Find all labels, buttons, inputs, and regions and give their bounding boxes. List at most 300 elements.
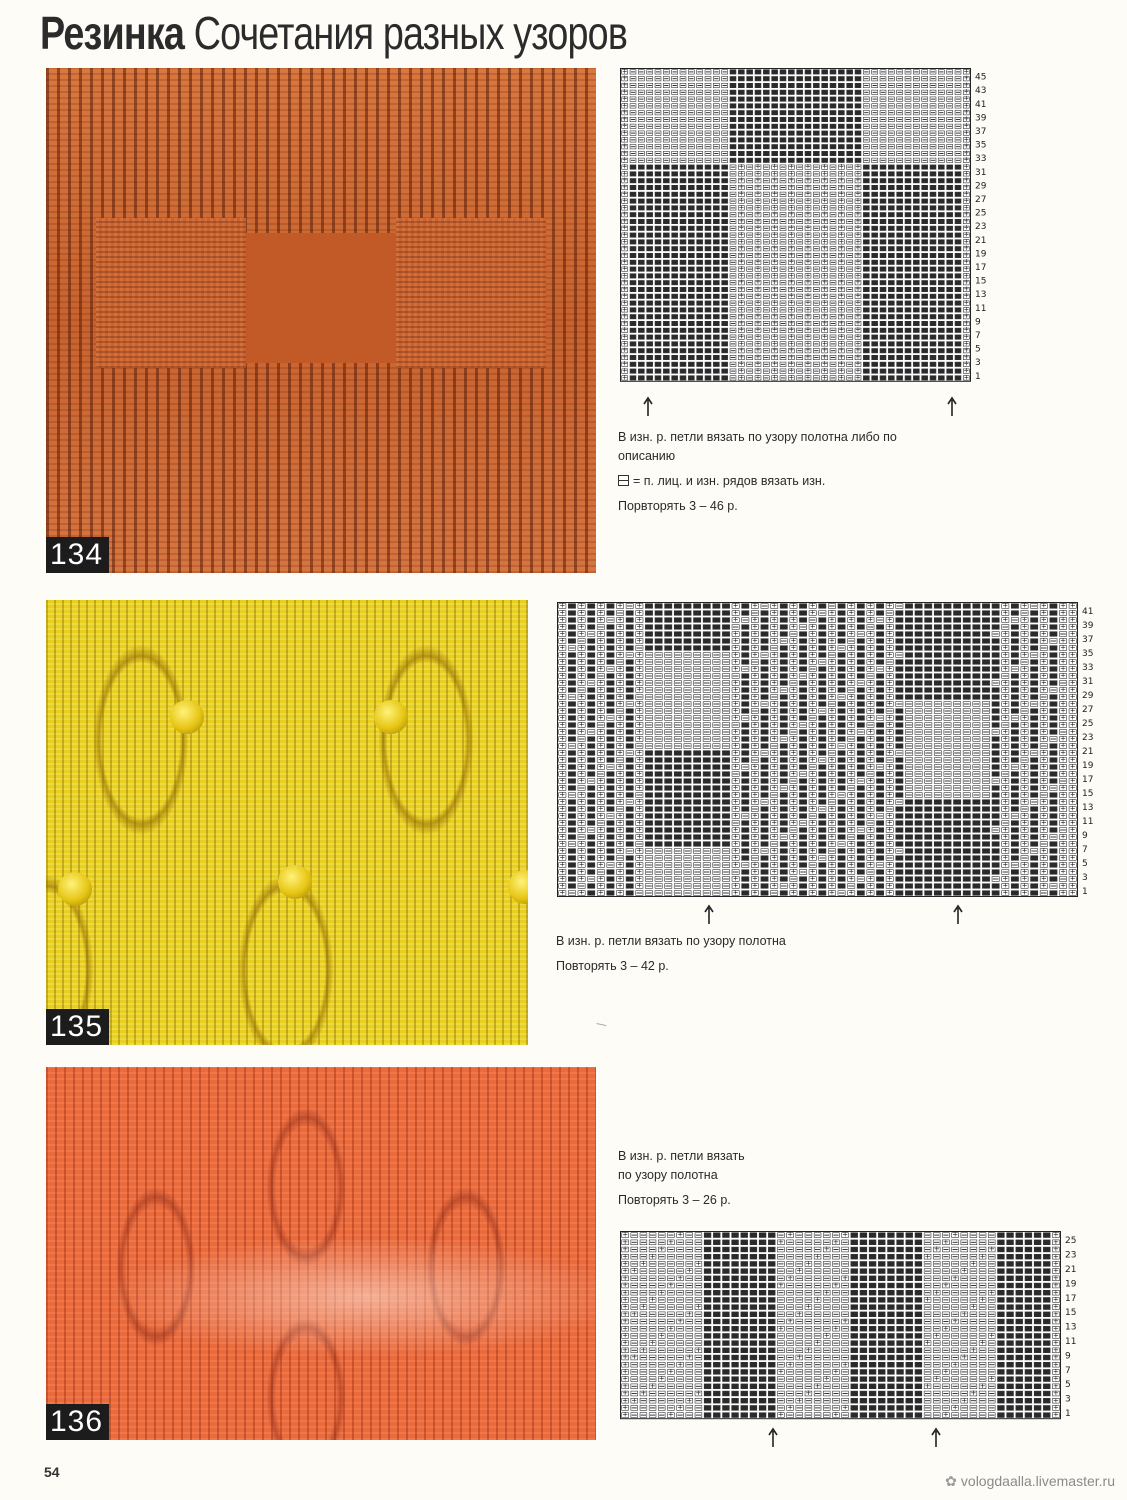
- chart-cell: [992, 639, 999, 644]
- chart-cell: [568, 821, 575, 826]
- chart-cell: [896, 618, 903, 623]
- chart-cell: [568, 779, 575, 784]
- chart-cell: [888, 1269, 895, 1274]
- chart-cell: [857, 716, 864, 721]
- chart-cell: [741, 1247, 748, 1252]
- chart-cell: [930, 308, 936, 312]
- chart-cell: [851, 1276, 858, 1281]
- chart-cell: [780, 891, 787, 896]
- chart-cell: [680, 165, 686, 169]
- chart-cell: [741, 1305, 748, 1310]
- chart-cell: [1011, 660, 1018, 665]
- row-label: 7: [1082, 844, 1088, 855]
- chart-cell: [713, 772, 720, 777]
- chart-cell: [876, 723, 883, 728]
- chart-cell: [713, 253, 719, 257]
- chart-cell: [954, 611, 961, 616]
- chart-cell: [742, 870, 749, 875]
- chart-cell: [665, 632, 672, 637]
- chart-cell: [638, 321, 644, 325]
- chart-cell: [672, 253, 678, 257]
- chart-cell: [888, 294, 894, 298]
- chart-cell: [851, 1334, 858, 1339]
- chart-cell: [722, 765, 729, 770]
- chart-cell: [998, 1290, 1005, 1295]
- chart-cell: [697, 294, 703, 298]
- chart-cell: [876, 870, 883, 875]
- chart-cell: [934, 800, 941, 805]
- chart-cell: [645, 625, 652, 630]
- chart-cell: [568, 667, 575, 672]
- chart-cell: [1050, 709, 1057, 714]
- chart-cell: [954, 667, 961, 672]
- chart-cell: [888, 349, 894, 353]
- chart-cell: [732, 1290, 739, 1295]
- chart-cell: [713, 294, 719, 298]
- chart-cell: [992, 856, 999, 861]
- chart-cell: [819, 653, 826, 658]
- chart-cell: [944, 632, 951, 637]
- chart-cell: [955, 349, 961, 353]
- chart-cell: [568, 688, 575, 693]
- chart-cell: [876, 702, 883, 707]
- chart-cell: [713, 274, 719, 278]
- chart-cell: [665, 604, 672, 609]
- chart-cell: [780, 667, 787, 672]
- row-label: 17: [1082, 774, 1094, 785]
- chart-cell: [768, 1290, 775, 1295]
- chart-cell: [630, 281, 636, 285]
- chart-cell: [944, 800, 951, 805]
- chart-cell: [1007, 1312, 1014, 1317]
- chart-cell: [1031, 681, 1038, 686]
- chart-cell: [922, 226, 928, 230]
- chart-cell: [925, 660, 932, 665]
- chart-cell: [588, 744, 595, 749]
- chart-cell: [973, 800, 980, 805]
- chart-cell: [905, 625, 912, 630]
- chart-cell: [750, 1247, 757, 1252]
- chart-cell: [872, 335, 878, 339]
- chart-cell: [947, 274, 953, 278]
- chart-cell: [857, 611, 864, 616]
- chart-cell: [847, 138, 853, 142]
- chart-cell: [647, 349, 653, 353]
- chart-cell: [947, 165, 953, 169]
- chart-cell: [1025, 1305, 1032, 1310]
- chart-cell: [947, 267, 953, 271]
- garter-block: [246, 233, 396, 363]
- chart-cell: [747, 70, 753, 74]
- chart-cell: [954, 821, 961, 826]
- chart-cell: [626, 814, 633, 819]
- chart-cell: [973, 821, 980, 826]
- chart-cell: [805, 131, 811, 135]
- chart-cell: [705, 294, 711, 298]
- chart-cell: [805, 77, 811, 81]
- chart-cell: [759, 1319, 766, 1324]
- chart-cell: [1043, 1262, 1050, 1267]
- chart-cell: [897, 172, 903, 176]
- chart-cell: [905, 213, 911, 217]
- chart-cell: [915, 863, 922, 868]
- chart-cell: [742, 786, 749, 791]
- chart-cell: [768, 1269, 775, 1274]
- chart-cell: [780, 856, 787, 861]
- chart-cell: [915, 1283, 922, 1288]
- chart-cell: [750, 1262, 757, 1267]
- chart-cell: [750, 1233, 757, 1238]
- chart-cell: [938, 349, 944, 353]
- chart-cell: [805, 138, 811, 142]
- chart-cell: [772, 111, 778, 115]
- chart-cell: [703, 842, 710, 847]
- chart-cell: [973, 667, 980, 672]
- chart-cell: [819, 870, 826, 875]
- chart-cell: [860, 1254, 867, 1259]
- chart-cell: [938, 192, 944, 196]
- chart-cell: [1007, 1247, 1014, 1252]
- chart-cell: [763, 111, 769, 115]
- chart-cell: [780, 138, 786, 142]
- chart-cell: [607, 821, 614, 826]
- chart-cell: [888, 281, 894, 285]
- chart-cell: [922, 165, 928, 169]
- chart-cell: [955, 335, 961, 339]
- chart-cell: [713, 800, 720, 805]
- chart-cell: [588, 765, 595, 770]
- chart-cell: [878, 1312, 885, 1317]
- chart-cell: [838, 660, 845, 665]
- chart-cell: [934, 821, 941, 826]
- chart-cell: [955, 179, 961, 183]
- chart-cell: [722, 172, 728, 176]
- chart-cell: [872, 267, 878, 271]
- chart-cell: [992, 744, 999, 749]
- chart-cell: [838, 70, 844, 74]
- chart-cell: [722, 342, 728, 346]
- chart-cell: [797, 158, 803, 162]
- chart-cell: [819, 779, 826, 784]
- chart-cell: [938, 281, 944, 285]
- chart-cell: [663, 206, 669, 210]
- chart-cell: [998, 1326, 1005, 1331]
- chart-cell: [1050, 723, 1057, 728]
- chart-cell: [626, 856, 633, 861]
- chart-cell: [860, 1298, 867, 1303]
- chart-cell: [630, 240, 636, 244]
- chart-cell: [913, 199, 919, 203]
- chart-cell: [819, 793, 826, 798]
- chart-cell: [813, 77, 819, 81]
- chart-cell: [688, 301, 694, 305]
- chart-cell: [938, 274, 944, 278]
- chart-cell: [780, 730, 787, 735]
- chart-cell: [588, 793, 595, 798]
- chart-cell: [742, 877, 749, 882]
- chart-cell: [655, 772, 662, 777]
- chart-cell: [813, 111, 819, 115]
- chart-cell: [672, 240, 678, 244]
- chart-cell: [674, 611, 681, 616]
- chart-cell: [863, 206, 869, 210]
- chart-cell: [897, 342, 903, 346]
- chart-cell: [913, 301, 919, 305]
- chart-cell: [915, 646, 922, 651]
- chart-cell: [838, 632, 845, 637]
- chart-cell: [722, 625, 729, 630]
- chart-cell: [1031, 660, 1038, 665]
- chart-cell: [897, 1290, 904, 1295]
- garter-block: [396, 218, 546, 368]
- chart-cell: [938, 226, 944, 230]
- chart-cell: [897, 315, 903, 319]
- chart-cell: [1025, 1290, 1032, 1295]
- chart-cell: [742, 891, 749, 896]
- chart-cell: [851, 1262, 858, 1267]
- chart-cell: [705, 342, 711, 346]
- chart-cell: [876, 737, 883, 742]
- chart-cell: [922, 301, 928, 305]
- chart-cell: [982, 800, 989, 805]
- chart-cell: [897, 1254, 904, 1259]
- chart-cell: [672, 192, 678, 196]
- row-label: 7: [975, 330, 981, 341]
- chart-cell: [1031, 842, 1038, 847]
- chart-cell: [704, 1305, 711, 1310]
- chart-cell: [954, 674, 961, 679]
- chart-cell: [568, 786, 575, 791]
- chart-cell: [688, 376, 694, 380]
- chart-cell: [750, 1305, 757, 1310]
- chart-cell: [772, 97, 778, 101]
- chart-cell: [1050, 611, 1057, 616]
- chart-cell: [697, 213, 703, 217]
- chart-cell: [915, 660, 922, 665]
- chart-cell: [1031, 716, 1038, 721]
- chart-cell: [568, 716, 575, 721]
- chart-cell: [680, 287, 686, 291]
- chart-cell: [722, 807, 729, 812]
- chart-cell: [944, 639, 951, 644]
- chart-cell: [684, 814, 691, 819]
- chart-cell: [851, 1240, 858, 1245]
- chart-cell: [588, 625, 595, 630]
- chart-cell: [973, 891, 980, 896]
- chart-cell: [1016, 1269, 1023, 1274]
- chart-cell: [876, 632, 883, 637]
- chart-cell: [906, 1312, 913, 1317]
- chart-cell: [672, 294, 678, 298]
- chart-cell: [626, 709, 633, 714]
- chart-cell: [638, 335, 644, 339]
- chart-cell: [869, 1247, 876, 1252]
- chart-cell: [857, 793, 864, 798]
- chart-cell: [830, 117, 836, 121]
- chart-cell: [768, 1298, 775, 1303]
- chart-cell: [955, 219, 961, 223]
- chart-cell: [872, 240, 878, 244]
- chart-cell: [973, 632, 980, 637]
- bobble: [58, 872, 92, 906]
- chart-cell: [738, 97, 744, 101]
- chart-cell: [838, 145, 844, 149]
- chart-cell: [588, 786, 595, 791]
- chart-cell: [872, 342, 878, 346]
- chart-cell: [876, 604, 883, 609]
- chart-cell: [722, 758, 729, 763]
- chart-cell: [863, 165, 869, 169]
- chart-cell: [905, 165, 911, 169]
- chart-cell: [761, 688, 768, 693]
- chart-cell: [813, 158, 819, 162]
- chart-cell: [1011, 793, 1018, 798]
- chart-cell: [788, 90, 794, 94]
- chart-cell: [647, 362, 653, 366]
- chart-cell: [761, 821, 768, 826]
- chart-cell: [750, 1290, 757, 1295]
- chart-cell: [963, 639, 970, 644]
- chart-cell: [655, 835, 662, 840]
- chart-cell: [647, 355, 653, 359]
- chart-cell: [982, 632, 989, 637]
- chart-cell: [703, 765, 710, 770]
- chart-cell: [722, 376, 728, 380]
- chart-cell: [915, 1247, 922, 1252]
- chart-cell: [630, 192, 636, 196]
- chart-cell: [626, 688, 633, 693]
- chart-cell: [672, 287, 678, 291]
- chart-cell: [638, 185, 644, 189]
- chart-cell: [680, 247, 686, 251]
- chart-cell: [982, 639, 989, 644]
- chart-cell: [674, 821, 681, 826]
- chart-cell: [607, 793, 614, 798]
- chart-cell: [655, 342, 661, 346]
- chart-cell: [888, 321, 894, 325]
- chart-cell: [860, 1262, 867, 1267]
- chart-cell: [982, 856, 989, 861]
- chart-cell: [780, 618, 787, 623]
- chart-cell: [819, 877, 826, 882]
- chart-cell: [857, 646, 864, 651]
- chart-cell: [568, 604, 575, 609]
- chart-cell: [665, 611, 672, 616]
- chart-cell: [954, 660, 961, 665]
- repeat-arrow-icon: [946, 396, 958, 416]
- chart-cell: [863, 219, 869, 223]
- chart-cell: [872, 376, 878, 380]
- chart-cell: [813, 104, 819, 108]
- chart-cell: [747, 111, 753, 115]
- chart-cell: [761, 667, 768, 672]
- chart-cell: [888, 226, 894, 230]
- chart-cell: [944, 828, 951, 833]
- chart-cell: [905, 870, 912, 875]
- chart-cell: [954, 863, 961, 868]
- chart-cell: [663, 165, 669, 169]
- chart-cell: [742, 842, 749, 847]
- chart-cell: [799, 639, 806, 644]
- chart-cell: [713, 199, 719, 203]
- chart-cell: [1034, 1262, 1041, 1267]
- chart-cell: [761, 716, 768, 721]
- chart-cell: [838, 688, 845, 693]
- chart-cell: [897, 213, 903, 217]
- chart-cell: [797, 104, 803, 108]
- chart-cell: [851, 1319, 858, 1324]
- chart-cell: [905, 863, 912, 868]
- chart-cell: [896, 856, 903, 861]
- chart-cell: [713, 301, 719, 305]
- chart-cell: [915, 1276, 922, 1281]
- chart-cell: [630, 213, 636, 217]
- chart-cell: [863, 233, 869, 237]
- chart-cell: [905, 842, 912, 847]
- chart-cell: [645, 842, 652, 847]
- chart-cell: [630, 376, 636, 380]
- chart-cell: [722, 301, 728, 305]
- note-line: по узору полотна: [618, 1168, 718, 1182]
- chart-cell: [925, 653, 932, 658]
- chart-cell: [713, 751, 720, 756]
- chart-cell: [705, 267, 711, 271]
- chart-cell: [930, 294, 936, 298]
- chart-cell: [819, 618, 826, 623]
- chart-cell: [876, 639, 883, 644]
- chart-cell: [838, 702, 845, 707]
- chart-cell: [847, 117, 853, 121]
- chart-cell: [998, 1233, 1005, 1238]
- chart-cell: [761, 674, 768, 679]
- chart-cell: [568, 674, 575, 679]
- chart-cell: [954, 828, 961, 833]
- chart-cell: [705, 315, 711, 319]
- chart-cell: [703, 611, 710, 616]
- chart-cell: [992, 604, 999, 609]
- chart-cell: [684, 758, 691, 763]
- chart-cell: [851, 1298, 858, 1303]
- chart-cell: [780, 625, 787, 630]
- chart-cell: [672, 260, 678, 264]
- chart-cell: [722, 281, 728, 285]
- chart-cell: [876, 793, 883, 798]
- chart-cell: [888, 376, 894, 380]
- chart-cell: [713, 179, 719, 183]
- chart-cell: [963, 807, 970, 812]
- chart-cell: [730, 158, 736, 162]
- chart-cell: [973, 653, 980, 658]
- chart-cell: [788, 77, 794, 81]
- chart-cell: [588, 723, 595, 728]
- chart-cell: [705, 219, 711, 223]
- chart-cell: [761, 807, 768, 812]
- chart-cell: [780, 751, 787, 756]
- chart-cell: [915, 688, 922, 693]
- chart-cell: [822, 151, 828, 155]
- chart-cell: [1011, 779, 1018, 784]
- chart-cell: [761, 793, 768, 798]
- chart-cell: [963, 632, 970, 637]
- chart-cell: [897, 1326, 904, 1331]
- row-label: 3: [1082, 872, 1088, 883]
- chart-cell: [799, 863, 806, 868]
- chart-cell: [955, 165, 961, 169]
- chart-cell: [607, 604, 614, 609]
- chart-cell: [722, 240, 728, 244]
- chart-cell: [1031, 744, 1038, 749]
- chart-cell: [813, 117, 819, 121]
